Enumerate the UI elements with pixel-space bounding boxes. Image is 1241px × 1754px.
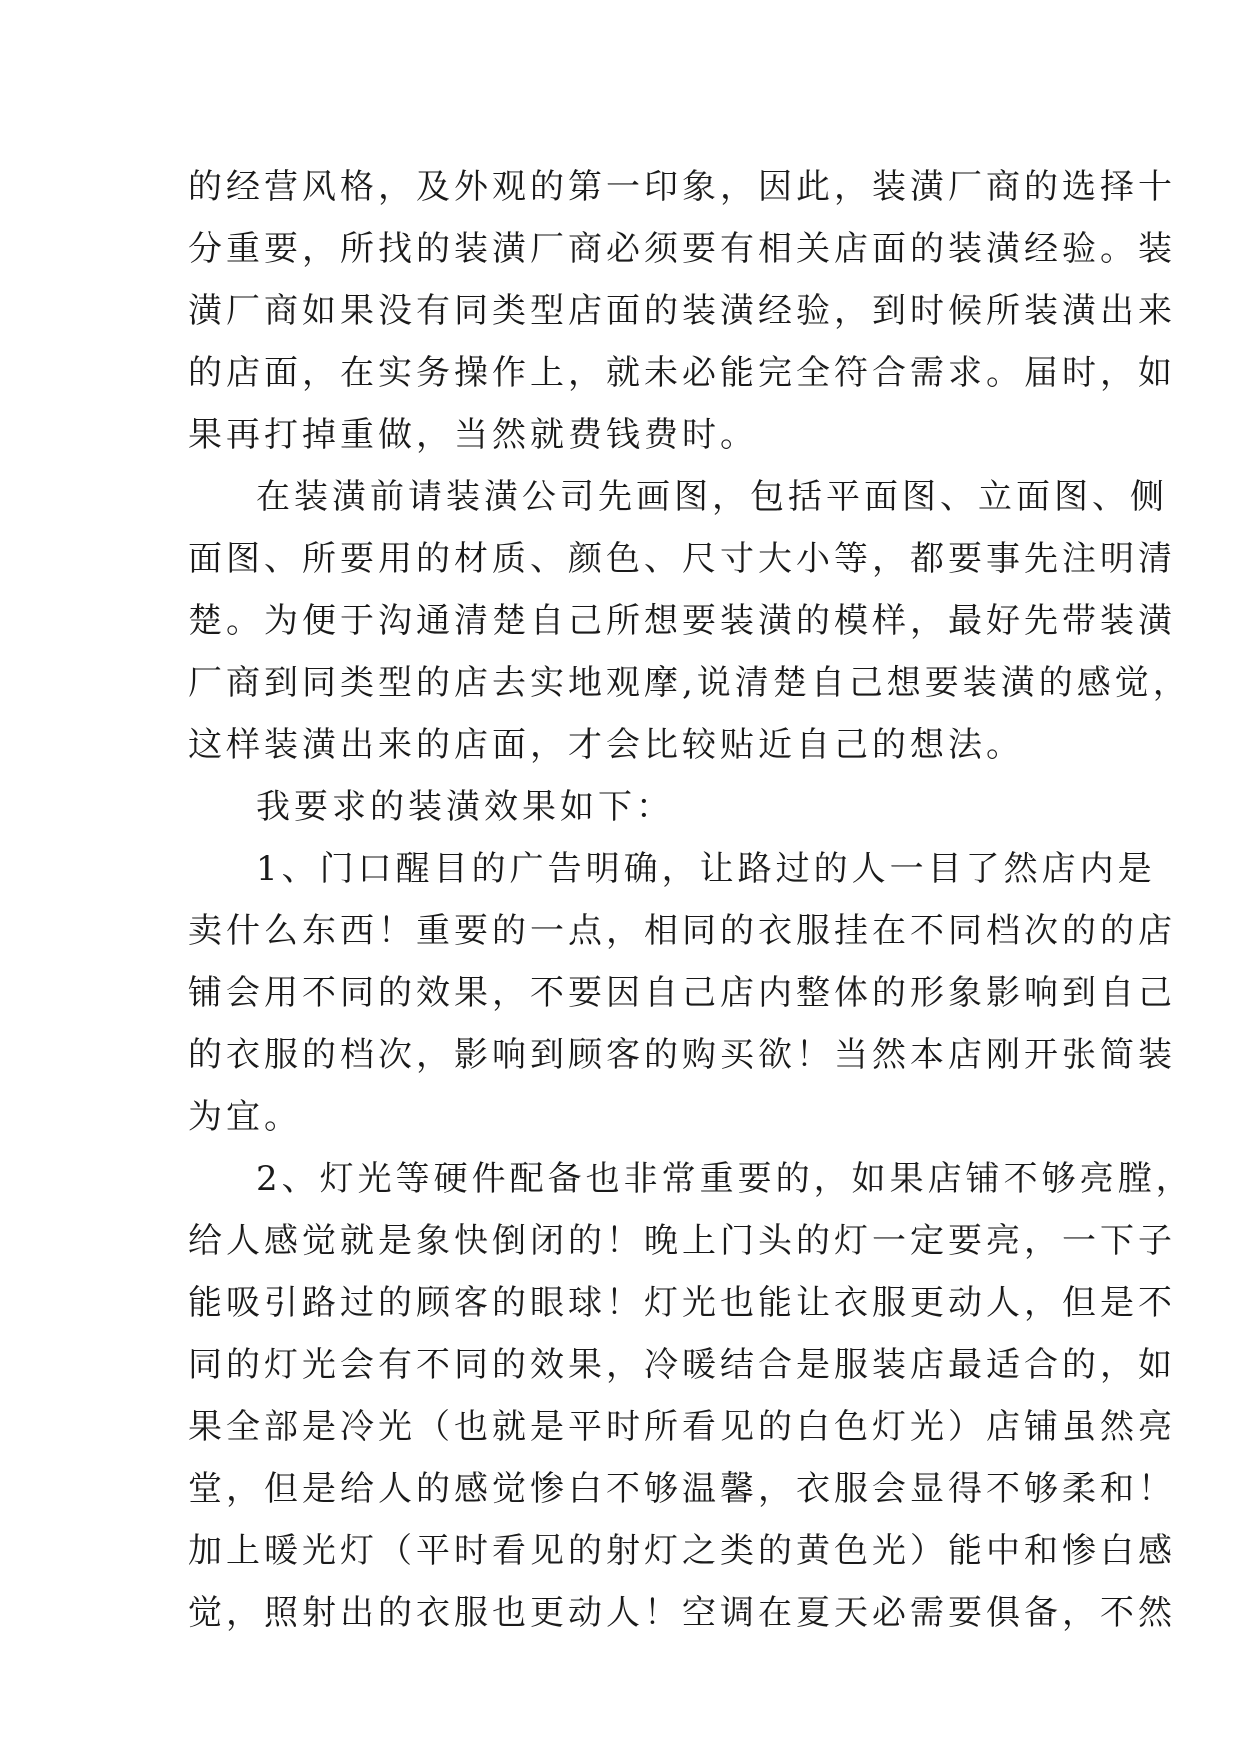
text-line: 我要求的装潢效果如下：	[256, 787, 674, 827]
text-line: 堂，但是给人的感觉惨白不够温馨，衣服会显得不够柔和！	[188, 1469, 1176, 1509]
text-line: 给人感觉就是象快倒闭的！晚上门头的灯一定要亮，一下子	[188, 1221, 1176, 1261]
text-line: 面图、所要用的材质、颜色、尺寸大小等，都要事先注明清	[188, 539, 1176, 579]
document-body	[188, 162, 1194, 1650]
text-line: 2、灯光等硬件配备也非常重要的，如果店铺不够亮膛，	[256, 1159, 1194, 1199]
text-line: 铺会用不同的效果，不要因自己店内整体的形象影响到自己	[188, 973, 1176, 1013]
text-line: 这样装潢出来的店面，才会比较贴近自己的想法。	[188, 725, 1024, 765]
text-line: 楚。为便于沟通清楚自己所想要装潢的模样，最好先带装潢	[188, 601, 1176, 641]
text-line: 果再打掉重做，当然就费钱费时。	[188, 415, 758, 455]
text-line: 的店面，在实务操作上，就未必能完全符合需求。届时，如	[188, 353, 1176, 393]
text-line: 的衣服的档次，影响到顾客的购买欲！当然本店刚开张简装	[188, 1035, 1176, 1075]
text-line: 卖什么东西！重要的一点，相同的衣服挂在不同档次的的店	[188, 911, 1176, 951]
text-line: 果全部是冷光（也就是平时所看见的白色灯光）店铺虽然亮	[188, 1407, 1176, 1447]
text-line: 为宜。	[188, 1097, 302, 1137]
text-line: 觉，照射出的衣服也更动人！空调在夏天必需要俱备，不然	[188, 1593, 1176, 1633]
text-line: 分重要，所找的装潢厂商必须要有相关店面的装潢经验。装	[188, 229, 1176, 269]
text-line: 加上暖光灯（平时看见的射灯之类的黄色光）能中和惨白感	[188, 1531, 1176, 1571]
text-line: 1、门口醒目的广告明确，让路过的人一目了然店内是	[256, 849, 1156, 889]
text-line: 潢厂商如果没有同类型店面的装潢经验，到时候所装潢出来	[188, 291, 1176, 331]
text-line: 厂商到同类型的店去实地观摩,说清楚自己想要装潢的感觉，	[188, 663, 1191, 703]
text-line: 同的灯光会有不同的效果，冷暖结合是服装店最适合的，如	[188, 1345, 1176, 1385]
text-line: 能吸引路过的顾客的眼球！灯光也能让衣服更动人，但是不	[188, 1283, 1176, 1323]
text-line: 在装潢前请装潢公司先画图，包括平面图、立面图、侧	[256, 477, 1168, 517]
text-line: 的经营风格，及外观的第一印象，因此，装潢厂商的选择十	[188, 167, 1176, 207]
